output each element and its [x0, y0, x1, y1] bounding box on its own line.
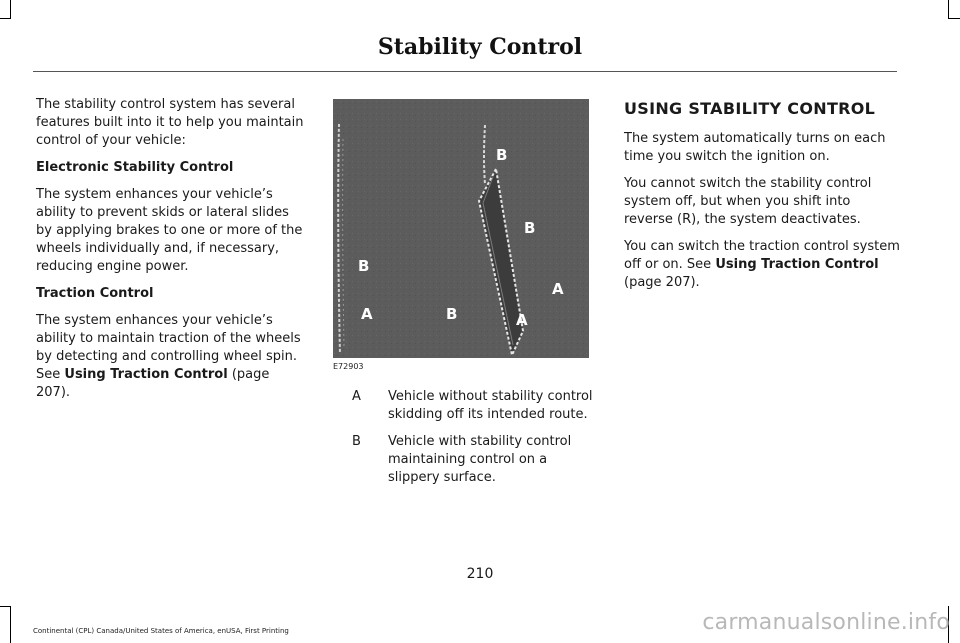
crop-mark — [0, 606, 11, 607]
crop-mark — [10, 0, 11, 18]
traction-page-ref: (page 207). — [624, 275, 700, 290]
crop-mark — [0, 18, 11, 19]
figure-legend — [352, 388, 596, 496]
footer-text: Continental (CPL) Canada/United States of America, enUSA, First Printing — [33, 627, 289, 635]
tc-paragraph — [36, 312, 306, 402]
legend-text: Vehicle with stability control maintaining control on a slippery surface. — [388, 434, 572, 485]
ignition-paragraph: The system automatically turns on each time you switch the ignition on. — [624, 131, 886, 164]
traction-link[interactable]: Using Traction Control — [715, 257, 879, 272]
stability-control-illustration — [333, 99, 589, 358]
legend-text: Vehicle without stability control skidding off its intended route. — [388, 389, 593, 422]
legend-row — [352, 388, 596, 424]
right-column — [624, 96, 900, 301]
switch-text: You can switch the traction control system off or on. See — [624, 239, 900, 272]
figure-label-a: A — [552, 280, 564, 298]
reverse-paragraph: You cannot switch the stability control system off, but when you shift into reverse (R), the system deactivates. — [624, 176, 872, 227]
watermark: carmanualsonline.info — [702, 610, 950, 635]
header-divider — [33, 71, 897, 72]
tc-heading: Traction Control — [36, 286, 154, 301]
figure-label-a: A — [516, 311, 528, 329]
traction-switch-paragraph — [624, 238, 900, 292]
figure-label-b: B — [358, 257, 370, 275]
page-number: 210 — [466, 566, 494, 582]
intro-paragraph: The stability control system has several features built into it to help you maintain control of your vehicle: — [36, 97, 304, 148]
esc-heading: Electronic Stability Control — [36, 160, 234, 175]
esc-paragraph: The system enhances your vehicle’s ability to prevent skids or lateral slides by applying brakes to one or more of the wheels individually and, if necessary, reducing engine power. — [36, 187, 303, 274]
section-heading: USING STABILITY CONTROL — [624, 99, 876, 118]
legend-key: A — [352, 389, 361, 404]
legend-row — [352, 433, 596, 487]
crop-mark — [948, 0, 949, 18]
page-title: Stability Control — [377, 34, 583, 60]
tc-link[interactable]: Using Traction Control — [64, 367, 228, 382]
figure-label-b: B — [496, 146, 508, 164]
left-column — [36, 96, 306, 411]
tc-page-ref: (page 207). — [36, 367, 270, 400]
crop-mark — [10, 606, 11, 643]
crop-mark — [948, 18, 960, 19]
tc-text: The system enhances your vehicle’s ability to maintain traction of the wheels by detecting and controlling wheel spin. See — [36, 313, 301, 382]
figure-label-b: B — [446, 305, 458, 323]
illustration-svg — [333, 99, 589, 358]
figure-label-a: A — [361, 305, 373, 323]
figure-code: E72903 — [333, 362, 364, 371]
legend-key: B — [352, 434, 361, 449]
figure-label-b: B — [524, 219, 536, 237]
